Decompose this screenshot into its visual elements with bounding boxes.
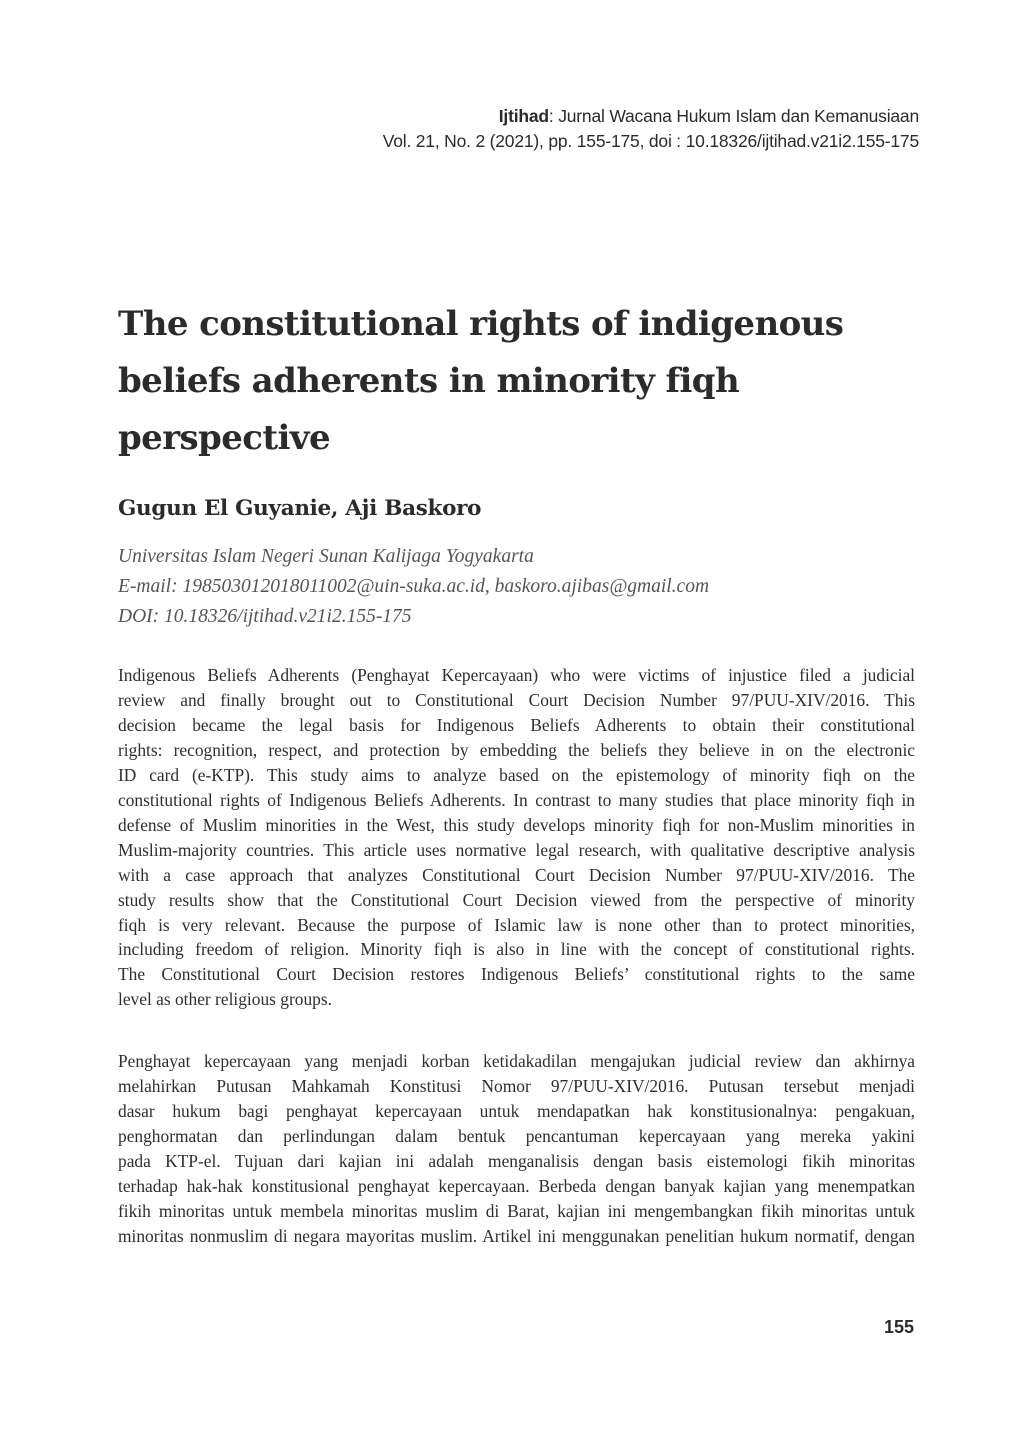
abstract-line: dasar hukum bagi penghayat kepercayaan untuk mendapatkan hak konstitusionalnya: pengakuan,: [118, 1100, 915, 1121]
abstract-line: fiqh is very relevant. Because the purpose of Islamic law is none other than to protect minorities,: [118, 914, 915, 935]
abstract-english: [118, 663, 915, 1012]
abstract-line: melahirkan Putusan Mahkamah Konstitusi Nomor 97/PUU-XIV/2016. Putusan tersebut menjadi: [118, 1075, 915, 1096]
abstract-line: Indigenous Beliefs Adherents (Penghayat Kepercayaan) who were victims of injustice filed a judicial: [118, 665, 915, 685]
title-line: The constitutional rights of indigenous: [118, 304, 844, 344]
title-line: beliefs adherents in minority fiqh: [118, 361, 740, 401]
abstract-line: pada KTP-el. Tujuan dari kajian ini adalah menganalisis dengan basis eistemologi fikih minoritas: [118, 1150, 915, 1171]
journal-title-line: [383, 104, 919, 129]
abstract-line: decision became the legal basis for Indigenous Beliefs Adherents to obtain their constitutional: [118, 714, 915, 735]
author-info: [118, 542, 709, 632]
abstract-line: rights: recognition, respect, and protection by embedding the beliefs they believe in on the electronic: [118, 739, 915, 760]
journal-citation: Vol. 21, No. 2 (2021), pp. 155-175, doi : 10.18326/ijtihad.v21i2.155-175: [382, 131, 919, 151]
abstract-line: terhadap hak-hak konstitusional penghayat kepercayaan. Berbeda dengan banyak kajian yang menempatkan: [118, 1175, 915, 1196]
abstract-line: level as other religious groups.: [118, 989, 332, 1010]
article-title: [118, 296, 878, 467]
email: E-mail: 198503012018011002@uin-suka.ac.id, baskoro.ajibas@gmail.com: [118, 576, 710, 597]
affiliation: Universitas Islam Negeri Sunan Kalijaga Yogyakarta: [118, 546, 534, 567]
abstract-line: constitutional rights of Indigenous Beliefs Adherents. In contrast to many studies that place minority fiqh in: [118, 789, 915, 810]
abstract-line: study results show that the Constitutional Court Decision viewed from the perspective of minority: [118, 889, 915, 910]
abstract-line: penghormatan dan perlindungan dalam bentuk pencantuman kepercayaan yang mereka yakini: [118, 1125, 915, 1146]
doi: DOI: 10.18326/ijtihad.v21i2.155-175: [118, 606, 412, 627]
abstract-line: Penghayat kepercayaan yang menjadi korban ketidakadilan mengajukan judicial review dan akhirnya: [118, 1051, 915, 1071]
abstract-line: review and finally brought out to Constitutional Court Decision Number 97/PUU-XIV/2016. This: [118, 689, 915, 710]
abstract-indonesian: [118, 1049, 915, 1249]
journal-header: [383, 104, 919, 154]
abstract-line: with a case approach that analyzes Constitutional Court Decision Number 97/PUU-XIV/2016. The: [118, 864, 915, 885]
article-authors: Gugun El Guyanie, Aji Baskoro: [118, 496, 482, 521]
abstract-line: minoritas nonmuslim di negara mayoritas muslim. Artikel ini menggunakan penelitian hukum normatif, dengan: [118, 1225, 915, 1246]
abstract-line: including freedom of religion. Minority fiqh is also in line with the concept of constitutional rights.: [118, 939, 915, 960]
abstract-line: The Constitutional Court Decision restores Indigenous Beliefs’ constitutional rights to the same: [118, 964, 915, 985]
abstract-line: fikih minoritas untuk membela minoritas muslim di Barat, kajian ini mengembangkan fikih minoritas untuk: [118, 1200, 915, 1221]
abstract-line: defense of Muslim minorities in the West, this study develops minority fiqh for non-Muslim minorities in: [118, 814, 915, 835]
abstract-line: Muslim-majority countries. This article uses normative legal research, with qualitative descriptive analysis: [118, 839, 915, 860]
journal-subtitle: : Jurnal Wacana Hukum Islam dan Kemanusiaan: [548, 106, 919, 126]
page-number: 155: [883, 1317, 914, 1337]
title-line: perspective: [118, 418, 330, 458]
abstract-line: ID card (e-KTP). This study aims to analyze based on the epistemology of minority fiqh on the: [118, 764, 915, 785]
journal-name: Ijtihad: [498, 106, 549, 126]
